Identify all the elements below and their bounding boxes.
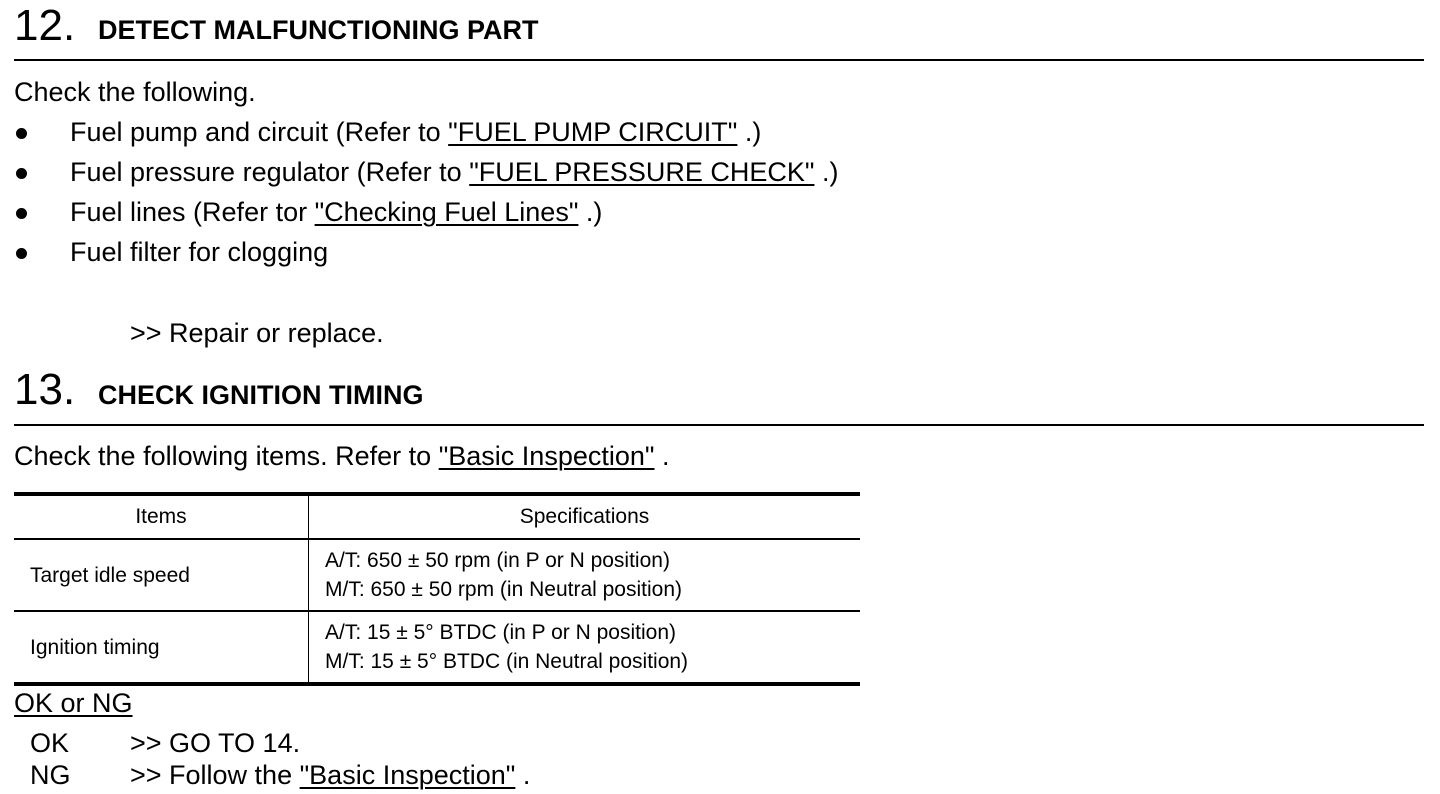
bullet-item-fuel-pump [70,119,761,146]
table-row [14,611,860,684]
bullet-item-fuel-lines [70,199,602,226]
step-13-divider [14,424,1424,426]
link-fuel-pump-circuit[interactable]: "FUEL PUMP CIRCUIT" [448,117,738,147]
column-header-items: Items [14,494,309,539]
link-basic-inspection-ng[interactable]: "Basic Inspection" [299,760,516,790]
bullet-text: Fuel filter for clogging [70,237,329,267]
bullet-icon [16,248,27,259]
bullet-text: Fuel pump and circuit (Refer to [70,117,449,147]
step-12-action: >> Repair or replace. [130,318,384,348]
ok-action: >> GO TO 14. [130,728,301,758]
ng-action-text: >> Follow the [130,760,300,790]
bullet-icon [16,128,27,139]
step-12-intro: Check the following. [14,77,256,107]
bullet-item-fuel-pressure [70,159,838,186]
spec-line: A/T: 15 ± 5° BTDC (in P or N position) [325,621,676,644]
step-13-intro [14,443,669,470]
spec-cell [309,539,861,611]
spec-line: M/T: 650 ± 50 rpm (in Neutral position) [325,578,682,601]
specifications-table [14,492,860,686]
link-fuel-pressure-check[interactable]: "FUEL PRESSURE CHECK" [469,157,815,187]
result-heading: OK or NG [14,688,133,718]
ng-label: NG [30,760,71,790]
table-row [14,539,860,611]
table-header-row [14,494,860,539]
bullet-icon [16,208,27,219]
ng-action-suffix: . [515,760,531,790]
column-header-specifications: Specifications [309,494,861,539]
step-12-title: DETECT MALFUNCTIONING PART [98,15,539,45]
step-12-divider [14,59,1424,61]
intro-suffix: . [654,441,670,471]
bullet-text: Fuel lines (Refer tor [70,197,315,227]
ok-label: OK [30,728,70,758]
link-basic-inspection[interactable]: "Basic Inspection" [438,441,655,471]
step-13-title: CHECK IGNITION TIMING [98,380,424,410]
ng-action [130,762,530,789]
bullet-item-fuel-filter [70,239,328,266]
spec-cell [309,611,861,684]
item-cell: Ignition timing [14,611,309,684]
step-13-number: 13. [14,365,76,414]
bullet-suffix: .) [814,157,839,187]
bullet-suffix: .) [578,197,603,227]
item-cell: Target idle speed [14,539,309,611]
step-12-number: 12. [14,1,76,50]
bullet-suffix: .) [737,117,762,147]
bullet-icon [16,168,27,179]
bullet-text: Fuel pressure regulator (Refer to [70,157,470,187]
link-checking-fuel-lines[interactable]: "Checking Fuel Lines" [314,197,579,227]
spec-line: M/T: 15 ± 5° BTDC (in Neutral position) [325,650,689,673]
intro-text: Check the following items. Refer to [14,441,439,471]
spec-line: A/T: 650 ± 50 rpm (in P or N position) [325,549,670,572]
